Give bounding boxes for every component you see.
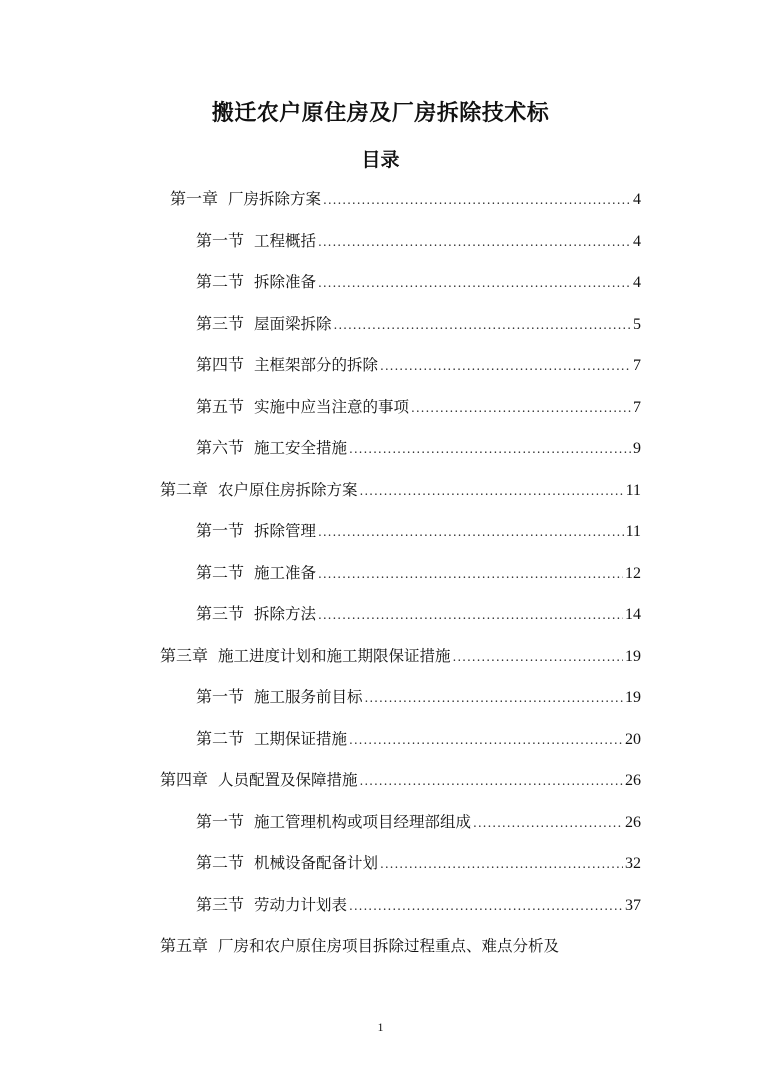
toc-section-3-1[interactable]	[196, 684, 641, 710]
toc-section-2-1[interactable]	[196, 518, 641, 544]
toc-entry-page: 26	[625, 772, 641, 789]
toc-entry-page: 11	[625, 523, 641, 540]
toc-section-1-4[interactable]	[196, 352, 641, 378]
toc-section-3-2[interactable]	[196, 726, 641, 752]
toc-entry-number: 第一节	[196, 812, 245, 831]
toc-entry-number: 第三节	[196, 895, 245, 914]
document-title: 搬迁农户原住房及厂房拆除技术标	[211, 101, 550, 126]
toc-entry-number: 第三节	[196, 314, 245, 333]
toc-dot-leader	[380, 857, 623, 871]
toc-dot-leader	[360, 484, 624, 498]
toc-entry-page: 32	[625, 855, 641, 872]
toc-entry-heading: 机械设备配备计划	[254, 854, 379, 872]
toc-dot-leader	[365, 691, 623, 705]
toc-dot-leader	[349, 442, 631, 456]
toc-entry-heading: 人员配置及保障措施	[218, 771, 358, 789]
toc-dot-leader	[318, 235, 631, 249]
toc-entry-number: 第二节	[196, 272, 245, 291]
toc-entry-page: 7	[633, 399, 641, 416]
toc-entry-page: 9	[633, 440, 641, 457]
toc-entry-heading: 工程概括	[254, 232, 317, 250]
toc-section-1-5[interactable]	[196, 394, 641, 420]
toc-entry-heading: 实施中应当注意的事项	[254, 398, 410, 416]
toc-dot-leader	[318, 276, 631, 290]
toc-entry-page: 11	[625, 482, 641, 499]
toc-entry-heading: 拆除管理	[254, 522, 317, 540]
toc-dot-leader	[380, 359, 631, 373]
toc-section-1-3[interactable]	[196, 311, 641, 337]
toc-entry-heading: 工期保证措施	[254, 730, 348, 748]
toc-entry-page: 4	[633, 233, 641, 250]
toc-section-4-3[interactable]	[196, 892, 641, 918]
toc-entry-number: 第二节	[196, 563, 245, 582]
toc-entry-number: 第六节	[196, 438, 245, 457]
toc-entry-heading: 施工准备	[254, 564, 317, 582]
toc-entry-heading: 施工服务前目标	[254, 688, 363, 706]
toc-chapter-3[interactable]	[160, 643, 641, 669]
toc-section-1-2[interactable]	[196, 269, 641, 295]
toc-dot-leader	[334, 318, 631, 332]
toc-entry-number: 第一章	[170, 189, 219, 208]
toc-entry-heading: 拆除方法	[254, 605, 317, 623]
toc-entry-number: 第四章	[160, 770, 209, 789]
toc-chapter-5[interactable]	[160, 933, 641, 959]
toc-entry-page: 5	[633, 316, 641, 333]
toc-dot-leader	[323, 193, 631, 207]
toc-entry-page: 4	[633, 191, 641, 208]
toc-dot-leader	[360, 774, 623, 788]
toc-entry-heading: 屋面梁拆除	[254, 315, 332, 333]
footer-page-number: 1	[377, 1020, 384, 1034]
toc-entry-page: 14	[625, 606, 641, 623]
toc-entry-heading: 主框架部分的拆除	[254, 356, 379, 374]
toc-section-1-6[interactable]	[196, 435, 641, 461]
toc-entry-page: 12	[625, 565, 641, 582]
toc-entry-heading: 施工进度计划和施工期限保证措施	[218, 647, 451, 665]
toc-title: 目录	[361, 149, 400, 171]
toc-dot-leader	[318, 567, 623, 581]
toc-entry-number: 第五节	[196, 397, 245, 416]
toc-chapter-2[interactable]	[160, 477, 641, 503]
toc-dot-leader	[473, 816, 623, 830]
toc-dot-leader	[349, 733, 623, 747]
toc-entry-heading: 农户原住房拆除方案	[218, 481, 358, 499]
toc-entry-page: 19	[625, 689, 641, 706]
toc-entry-heading: 施工管理机构或项目经理部组成	[254, 813, 472, 831]
toc-entry-page: 4	[633, 274, 641, 291]
toc-section-4-2[interactable]	[196, 850, 641, 876]
toc-entry-page: 7	[633, 357, 641, 374]
toc-entry-number: 第一节	[196, 521, 245, 540]
toc-entry-heading: 拆除准备	[254, 273, 317, 291]
toc-entry-page: 20	[625, 731, 641, 748]
toc-entry-number: 第四节	[196, 355, 245, 374]
toc-chapter-1[interactable]	[170, 186, 641, 212]
toc-dot-leader	[318, 525, 624, 539]
toc-section-1-1[interactable]	[196, 228, 641, 254]
toc-entry-heading: 施工安全措施	[254, 439, 348, 457]
toc-section-4-1[interactable]	[196, 809, 641, 835]
toc-entry-heading: 厂房拆除方案	[228, 190, 322, 208]
toc-entry-heading: 厂房和农户原住房项目拆除过程重点、难点分析及	[218, 937, 560, 955]
toc-entry-number: 第三节	[196, 604, 245, 623]
toc-entry-number: 第三章	[160, 646, 209, 665]
toc-entry-number: 第一节	[196, 687, 245, 706]
toc-dot-leader	[453, 650, 623, 664]
toc-chapter-4[interactable]	[160, 767, 641, 793]
toc-entry-page: 37	[625, 897, 641, 914]
toc-entry-number: 第五章	[160, 936, 209, 955]
toc-dot-leader	[349, 899, 623, 913]
toc-entry-page: 26	[625, 814, 641, 831]
toc-entry-number: 第一节	[196, 231, 245, 250]
toc-entry-heading: 劳动力计划表	[254, 896, 348, 914]
toc-entry-number: 第二节	[196, 853, 245, 872]
toc-dot-leader	[411, 401, 631, 415]
toc-entry-number: 第二节	[196, 729, 245, 748]
toc-entry-number: 第二章	[160, 480, 209, 499]
toc-entry-page: 19	[625, 648, 641, 665]
toc-section-2-3[interactable]	[196, 601, 641, 627]
toc-dot-leader	[318, 608, 623, 622]
toc-section-2-2[interactable]	[196, 560, 641, 586]
